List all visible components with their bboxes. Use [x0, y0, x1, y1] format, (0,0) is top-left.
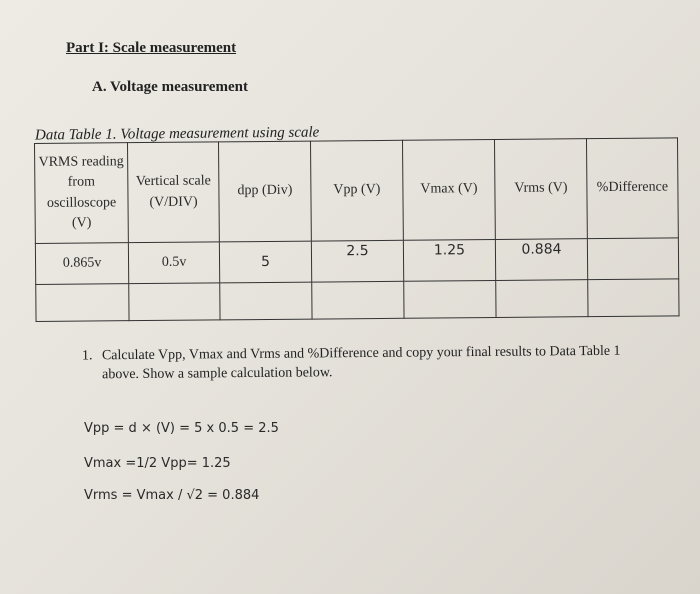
cell-difference [588, 279, 679, 317]
question-1 [82, 343, 642, 386]
table-header-row [35, 138, 679, 244]
calc-vrms: Vrms = Vmax / √2 = 0.884 [84, 488, 260, 503]
question-text: Calculate Vpp, Vmax and Vrms and %Difference and copy your final results to Data Table 1 above. Show a sample calculation below. [101, 343, 621, 383]
part-title: Part I: Scale measurement [66, 40, 237, 56]
header-difference: %Difference [586, 138, 678, 239]
table-row [35, 238, 678, 285]
header-dpp: dpp (Div) [218, 141, 311, 242]
cell-vmax: 1.25 [403, 239, 495, 281]
section-title: A. Voltage measurement [92, 79, 248, 95]
cell-dpp: 5 [219, 241, 311, 283]
cell-vpp [312, 281, 404, 319]
header-vmax: Vmax (V) [402, 139, 495, 240]
cell-dpp [220, 282, 312, 320]
table-row [36, 279, 679, 322]
question-number: 1. [81, 348, 93, 364]
cell-difference [587, 238, 678, 280]
header-vrms: Vrms (V) [494, 139, 587, 240]
header-vpp: Vpp (V) [310, 140, 403, 241]
cell-vrms-reading: 0.865v [35, 243, 128, 285]
cell-vmax [404, 280, 496, 318]
data-table [34, 137, 680, 322]
cell-vpp: 2.5 [311, 240, 403, 282]
table-caption: Data Table 1. Voltage measurement using scale [34, 124, 320, 144]
cell-vertical-scale [129, 283, 220, 321]
cell-vrms: 0.884 [495, 239, 587, 281]
header-vrms-reading: VRMS reading from oscilloscope (V) [35, 143, 129, 244]
calc-vpp: Vpp = d × (V) = 5 x 0.5 = 2.5 [84, 421, 279, 436]
header-vertical-scale: Vertical scale (V/DIV) [128, 142, 220, 243]
cell-vrms [496, 280, 588, 318]
cell-vrms-reading [36, 284, 129, 322]
cell-vertical-scale: 0.5v [128, 242, 219, 284]
calc-vmax: Vmax =1/2 Vpp= 1.25 [84, 456, 231, 471]
